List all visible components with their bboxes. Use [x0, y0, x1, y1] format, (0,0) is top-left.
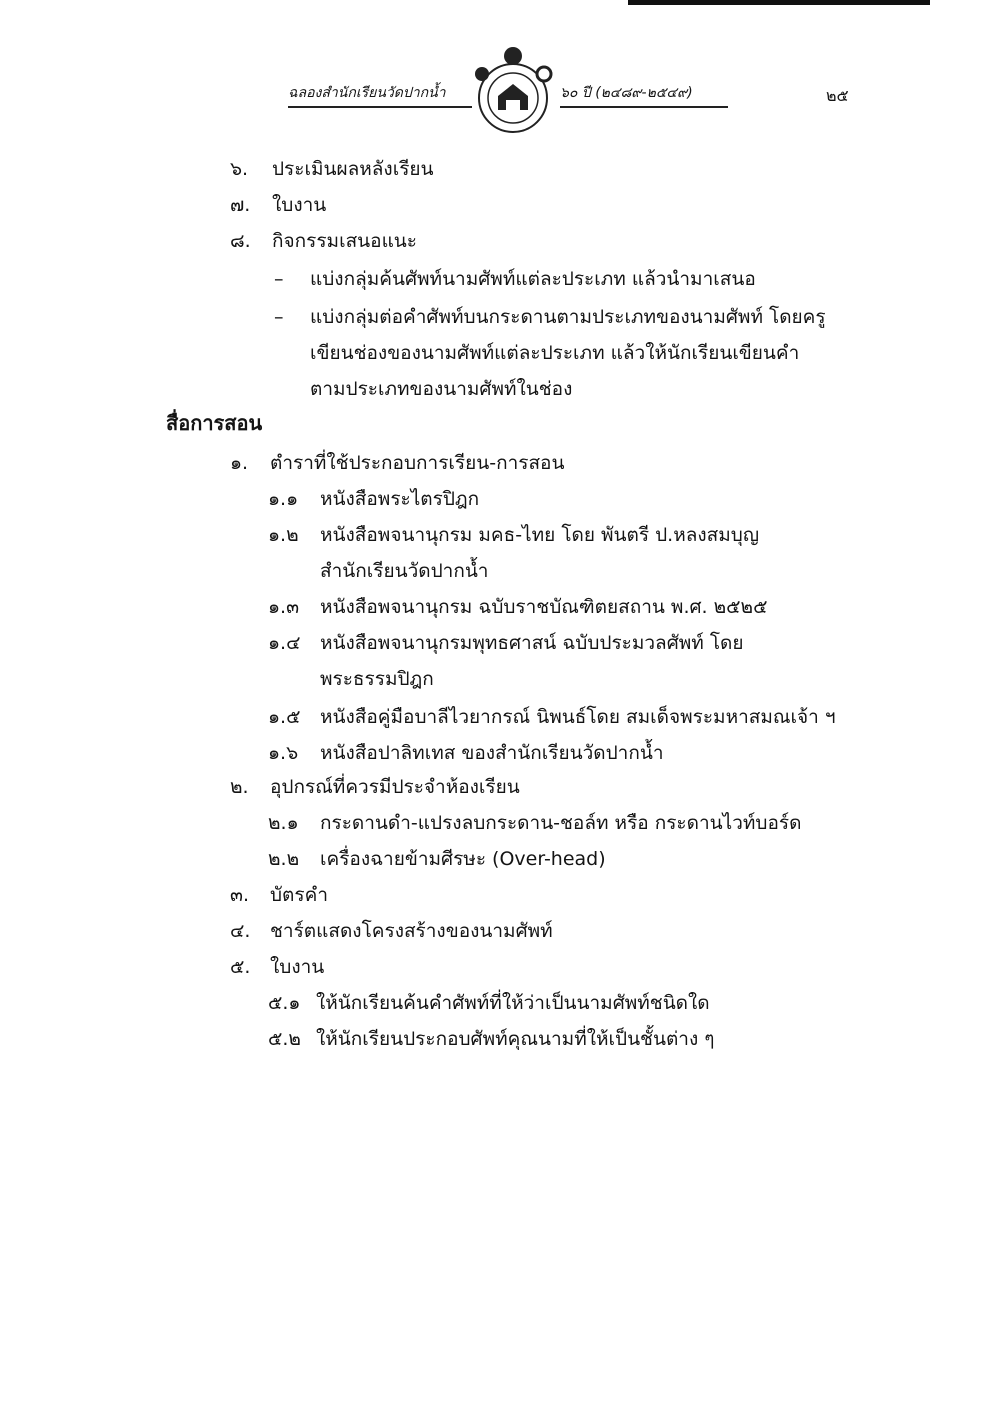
list-item: ๕. ใบงาน — [230, 956, 325, 978]
sub-item-number: ๑.๕ — [268, 706, 301, 728]
section-heading: สื่อการสอน — [166, 411, 263, 435]
sub-item-number: ๑.๒ — [268, 524, 299, 546]
sub-item-text: หนังสือพจนานุกรม มคธ-ไทย โดย พันตรี ป.หลงสมบุญ — [320, 524, 760, 546]
activity-line: ตามประเภทของนามศัพท์ในช่อง — [310, 378, 573, 400]
sub-item-text: หนังสือพจนานุกรม ฉบับราชบัณฑิตยสถาน พ.ศ. ๒๕๒๕ — [320, 596, 768, 618]
page-number: ๒๕ — [826, 86, 849, 105]
list-item: ๔. ชาร์ตแสดงโครงสร้างของนามศัพท์ — [230, 920, 553, 942]
sub-item-text: เครื่องฉายข้ามศีรษะ (Over-head) — [320, 848, 606, 870]
header-right-underline — [560, 106, 728, 108]
sub-item-text: สำนักเรียนวัดปากน้ำ — [320, 560, 489, 582]
page-header — [0, 40, 1000, 140]
list-item: ๒. อุปกรณ์ที่ควรมีประจำห้องเรียน — [230, 776, 520, 798]
sub-item-text: ให้นักเรียนประกอบศัพท์คุณนามที่ให้เป็นชั้นต่าง ๆ — [316, 1028, 715, 1050]
sub-item-number: ๑.๓ — [268, 596, 300, 618]
sub-item-number: ๕.๑ — [268, 992, 301, 1014]
sub-item-text: หนังสือปาลิทเทส ของสำนักเรียนวัดปากน้ำ — [320, 742, 664, 764]
sub-item-text: กระดานดำ-แปรงลบกระดาน-ชอล์ท หรือ กระดานไวท์บอร์ด — [320, 812, 802, 834]
list-item: ๖. ประเมินผลหลังเรียน — [230, 158, 434, 180]
header-left-title: ฉลองสำนักเรียนวัดปากน้ำ — [288, 85, 446, 101]
activity-line: แบ่งกลุ่มต่อคำศัพท์บนกระดานตามประเภทของนามศัพท์ โดยครู — [310, 306, 826, 328]
sub-item-number: ๑.๖ — [268, 742, 299, 764]
sub-item-text: หนังสือคู่มือบาลีไวยากรณ์ นิพนธ์โดย สมเด็จพระมหาสมณเจ้า ฯ — [320, 706, 836, 728]
list-item: ๗. ใบงาน — [230, 194, 327, 216]
activity-line: เขียนช่องของนามศัพท์แต่ละประเภท แล้วให้นักเรียนเขียนคำ — [310, 342, 800, 364]
sub-item-text: พระธรรมปิฎก — [320, 668, 434, 690]
activity-line: แบ่งกลุ่มค้นศัพท์นามศัพท์แต่ละประเภท แล้วนำมาเสนอ — [310, 268, 756, 290]
header-left-underline — [288, 106, 472, 108]
list-item: ๓. บัตรคำ — [230, 884, 328, 906]
activity-bullet: – — [274, 306, 284, 328]
emblem-seal-icon — [468, 40, 558, 140]
activity-bullet: – — [274, 268, 284, 290]
sub-item-number: ๑.๔ — [268, 632, 301, 654]
sub-item-number: ๒.๒ — [268, 848, 300, 870]
sub-item-number: ๕.๒ — [268, 1028, 301, 1050]
list-item: ๑. ตำราที่ใช้ประกอบการเรียน-การสอน — [230, 452, 565, 474]
header-right-title: ๖๐ ปี (๒๔๘๙-๒๕๔๙) — [560, 85, 693, 101]
list-item: ๘. กิจกรรมเสนอแนะ — [230, 230, 418, 252]
sub-item-text: ให้นักเรียนค้นคำศัพท์ที่ให้ว่าเป็นนามศัพท์ชนิดใด — [316, 992, 710, 1014]
top-rule — [628, 0, 930, 5]
sub-item-text: หนังสือพจนานุกรมพุทธศาสน์ ฉบับประมวลศัพท์ โดย — [320, 632, 744, 654]
sub-item-number: ๒.๑ — [268, 812, 299, 834]
sub-item-text: หนังสือพระไตรปิฎก — [320, 488, 480, 510]
sub-item-number: ๑.๑ — [268, 488, 299, 510]
